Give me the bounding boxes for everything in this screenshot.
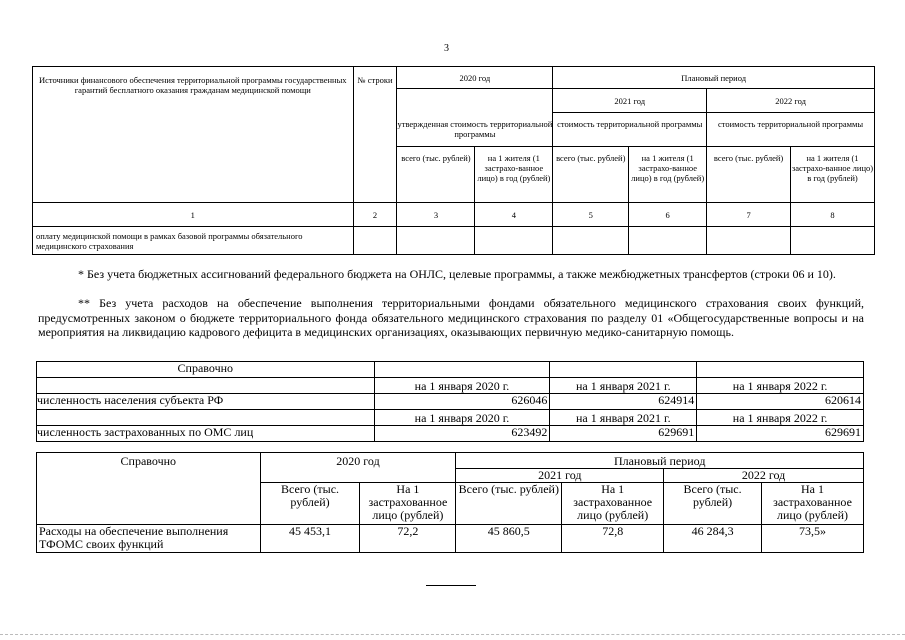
date-2021: на 1 января 2021 г.: [550, 410, 697, 426]
column-number: 6: [629, 203, 707, 227]
reference-title: Справочно: [37, 362, 375, 378]
expense-planned-period: Плановый период: [456, 453, 864, 469]
date-2020: на 1 января 2020 г.: [374, 378, 550, 394]
scan-artifact-line: [0, 634, 905, 635]
header-per-capita-2020: на 1 жителя (1 застрахо-ванное лицо) в год (рублей): [475, 147, 553, 203]
expense-row-label: Расходы на обеспечение выполнения ТФОМС своих функций: [37, 525, 261, 553]
expense-year-2020: 2020 год: [260, 453, 456, 483]
expense-value-per-insured-2021: 72,8: [562, 525, 664, 553]
expense-value-total-2021: 45 860,5: [456, 525, 562, 553]
table-cell: [550, 362, 697, 378]
expense-value-total-2022: 46 284,3: [664, 525, 762, 553]
table-cell: [707, 227, 791, 255]
expense-total-2020: Всего (тыс. рублей): [260, 483, 360, 525]
table-row-label: оплату медицинской помощи в рамках базовой программы обязательного медицинского страхования: [33, 227, 354, 255]
insured-2022: 629691: [697, 426, 864, 442]
table-cell: [629, 227, 707, 255]
header-approved-cost: утвержденная стоимость территориальной программы: [397, 89, 553, 147]
column-number: 8: [791, 203, 875, 227]
date-2022: на 1 января 2022 г.: [697, 378, 864, 394]
expense-per-insured-2020: На 1 застрахованное лицо (рублей): [360, 483, 456, 525]
reference-table: [36, 361, 864, 442]
population-2022: 620614: [697, 394, 864, 410]
header-cost-2021: стоимость территориальной программы: [553, 113, 707, 147]
expense-value-per-insured-2022: 73,5»: [762, 525, 864, 553]
table-cell: [475, 227, 553, 255]
expense-value-total-2020: 45 453,1: [260, 525, 360, 553]
header-planned-period: Плановый период: [553, 67, 875, 89]
expense-value-per-insured-2020: 72,2: [360, 525, 456, 553]
page-number: 3: [444, 43, 449, 54]
expense-title: Справочно: [37, 453, 261, 525]
separator-line: [426, 585, 476, 586]
header-per-capita-2021: на 1 жителя (1 застрахо-ванное лицо) в год (рублей): [629, 147, 707, 203]
expense-year-2022: 2022 год: [664, 469, 864, 483]
column-number: 7: [707, 203, 791, 227]
table-cell: [697, 362, 864, 378]
table-cell: [37, 378, 375, 394]
header-year-2022: 2022 год: [707, 89, 875, 113]
column-number: 5: [553, 203, 629, 227]
table-cell: [353, 227, 397, 255]
population-2021: 624914: [550, 394, 697, 410]
column-number: 1: [33, 203, 354, 227]
expense-year-2021: 2021 год: [456, 469, 664, 483]
header-year-2020: 2020 год: [397, 67, 553, 89]
table-cell: [37, 410, 375, 426]
date-2020: на 1 января 2020 г.: [374, 410, 550, 426]
insured-2021: 629691: [550, 426, 697, 442]
column-number: 3: [397, 203, 475, 227]
column-number: 2: [353, 203, 397, 227]
date-2022: на 1 января 2022 г.: [697, 410, 864, 426]
header-cost-2022: стоимость территориальной программы: [707, 113, 875, 147]
date-2021: на 1 января 2021 г.: [550, 378, 697, 394]
expense-total-2021: Всего (тыс. рублей): [456, 483, 562, 525]
header-per-capita-2022: на 1 жителя (1 застрахо-ванное лицо) в год (рублей): [791, 147, 875, 203]
expense-per-insured-2022: На 1 застрахованное лицо (рублей): [762, 483, 864, 525]
financing-table: [32, 66, 875, 255]
insured-label: численность застрахованных по ОМС лиц: [37, 426, 375, 442]
population-2020: 626046: [374, 394, 550, 410]
column-number: 4: [475, 203, 553, 227]
header-total-2021: всего (тыс. рублей): [553, 147, 629, 203]
header-total-2022: всего (тыс. рублей): [707, 147, 791, 203]
header-year-2021: 2021 год: [553, 89, 707, 113]
footnote-2: ** Без учета расходов на обеспечение выполнения территориальными фондами обязательного медицинского страхования своих функций, предусмотренных законом о бюджете территориального фонда обязательного медицинского страхования по разделу 01 «Общегосударственные вопросы и на мероприятия на ликвидацию кадрового дефицита в медицинских организациях, оказывающих первичную медико-санитарную помощь.: [38, 296, 864, 339]
insured-2020: 623492: [374, 426, 550, 442]
expense-total-2022: Всего (тыс. рублей): [664, 483, 762, 525]
table-cell: [791, 227, 875, 255]
footnote-1: * Без учета бюджетных ассигнований федерального бюджета на ОНЛС, целевые программы, а также межбюджетных трансфертов (строки 06 и 10).: [78, 267, 836, 281]
expense-table: [36, 452, 864, 553]
table-cell: [397, 227, 475, 255]
table-cell: [553, 227, 629, 255]
table-cell: [374, 362, 550, 378]
header-total-2020: всего (тыс. рублей): [397, 147, 475, 203]
header-row-number: № строки: [353, 67, 397, 203]
expense-per-insured-2021: На 1 застрахованное лицо (рублей): [562, 483, 664, 525]
population-label: численность населения субъекта РФ: [37, 394, 375, 410]
header-source: Источники финансового обеспечения территориальной программы государственных гарантий бесплатного оказания гражданам медицинской помощи: [33, 67, 354, 203]
